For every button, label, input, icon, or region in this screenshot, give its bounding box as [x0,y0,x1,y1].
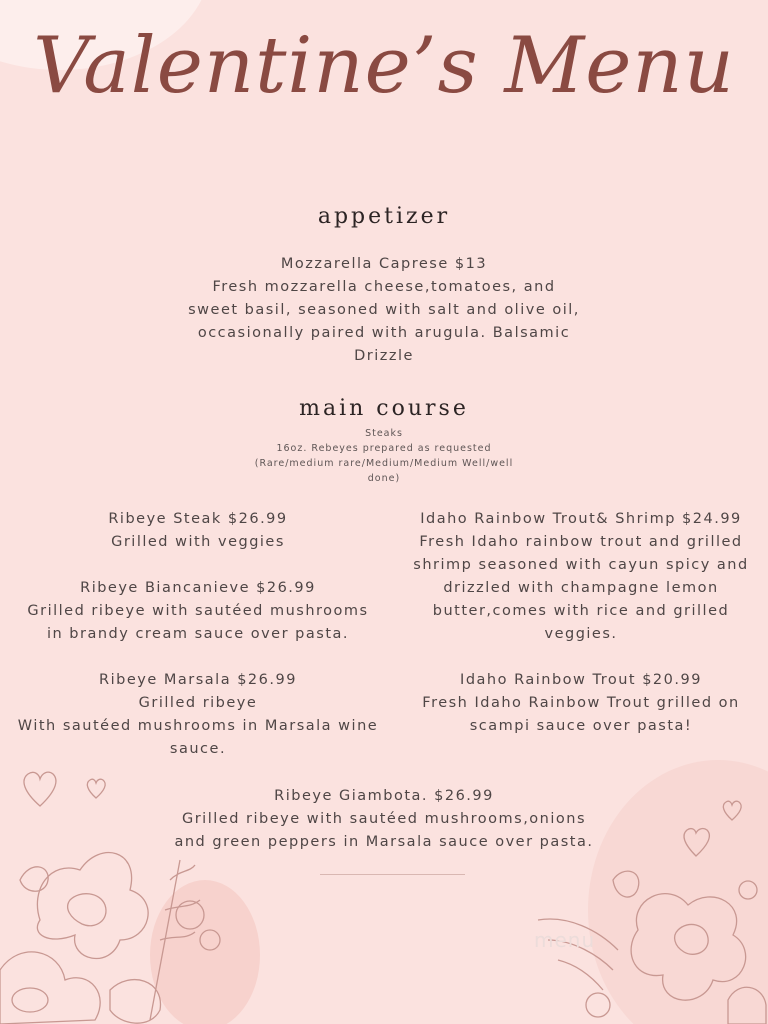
menu-line: Ribeye Marsala $26.99 [99,672,297,688]
menu-line: Grilled with veggies [111,534,285,550]
menu-line: shrimp seasoned with cayun spicy and [413,557,749,573]
note-line: done) [367,473,401,484]
menu-line: With sautéed mushrooms in Marsala wine [17,718,379,734]
menu-line: Mozzarella Caprese $13 [280,256,488,272]
menu-line: Grilled ribeye with sautéed mushrooms,onions [181,811,587,827]
note-line: Steaks [365,428,403,439]
steaks-note [0,426,768,486]
appetizer-block [134,253,634,368]
menu-line: Ribeye Biancanieve $26.99 [80,580,316,596]
menu-line: Ribeye Steak $26.99 [108,511,288,527]
flower-icon [0,820,260,1024]
menu-line: Fresh mozzarella cheese,tomatoes, and [212,279,556,295]
watermark: menu [534,928,596,952]
menu-line: occasionally paired with arugula. Balsamic [197,325,571,341]
menu-line: Grilled ribeye [138,695,258,711]
menu-item-ribeye-steak [8,508,388,554]
menu-item-ribeye-biancanieve [8,577,388,646]
heart-icon [718,794,748,824]
menu-line: scampi sauce over pasta! [469,718,693,734]
note-line: 16oz. Rebeyes prepared as requested [276,443,492,454]
divider [320,874,465,875]
menu-line: veggies. [544,626,618,642]
menu-line: Idaho Rainbow Trout $20.99 [460,672,702,688]
menu-line: Ribeye Giambota. $26.99 [274,788,494,804]
menu-title: Valentine’s Menu [33,21,735,111]
menu-line: drizzled with champagne lemon [443,580,719,596]
appetizer-heading: appetizer [317,204,451,229]
note-line: (Rare/medium rare/Medium/Medium Well/well [254,458,514,469]
menu-item-rainbow-trout [396,669,766,738]
menu-line: sauce. [169,741,227,757]
heart-icon [18,762,78,812]
menu-line: butter,comes with rice and grilled [432,603,730,619]
menu-item-trout-shrimp [396,508,766,646]
menu-line: sweet basil, seasoned with salt and olive oil, [188,302,580,318]
menu-line: Drizzle [354,348,414,364]
menu-line: Idaho Rainbow Trout& Shrimp $24.99 [420,511,742,527]
menu-line: Fresh Idaho rainbow trout and grilled [419,534,743,550]
menu-line: Fresh Idaho Rainbow Trout grilled on [422,695,740,711]
main-course-heading: main course [299,396,469,421]
menu-line: in brandy cream sauce over pasta. [46,626,350,642]
heart-icon [678,820,718,860]
heart-icon [82,772,112,802]
menu-item-ribeye-marsala [8,669,388,761]
menu-line: and green peppers in Marsala sauce over pasta. [174,834,594,850]
menu-line: Grilled ribeye with sautéed mushrooms [27,603,369,619]
